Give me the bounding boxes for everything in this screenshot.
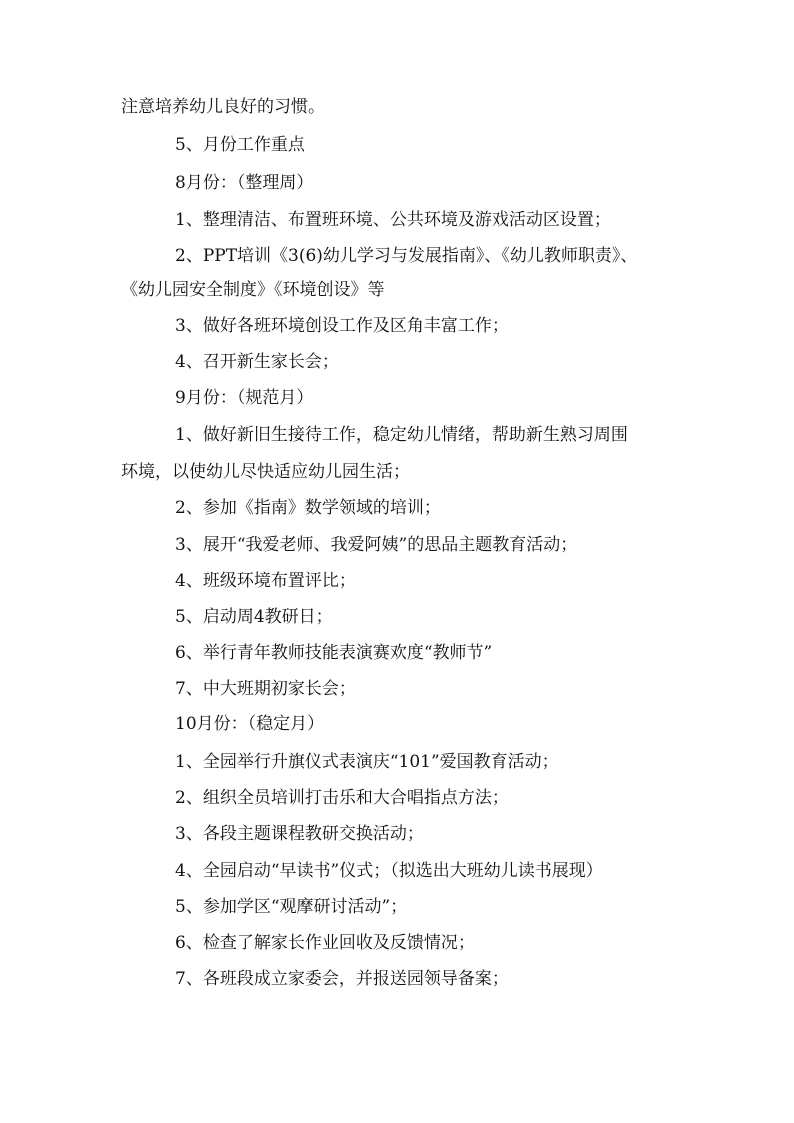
list-item: 2、组织全员培训打击乐和大合唱指点方法； [175,788,509,808]
list-item-continuation: 环境，以使幼儿尽快适应幼儿园生活； [121,462,410,482]
list-item: 3、展开“我爱老师、我爱阿姨”的思品主题教育活动； [175,535,578,555]
list-item: 1、整理清洁、布置班环境、公共环境及游戏活动区设置； [175,210,611,230]
list-item: 4、全园启动“早读书”仪式；（拟选出大班幼儿读书展现） [175,861,603,881]
month-heading: 10月份：（稳定月） [175,714,325,734]
month-heading: 8月份：（整理周） [175,173,314,193]
list-item: 4、班级环境布置评比； [175,571,356,591]
list-item: 7、中大班期初家长会； [175,679,356,699]
list-item: 4、召开新生家长会； [175,352,339,372]
list-item: 5、启动周4教研日； [175,607,333,627]
month-heading: 9月份：（规范月） [175,388,314,408]
list-item: 7、各班段成立家委会，并报送园领导备案； [175,969,509,989]
list-item: 1、做好新旧生接待工作，稳定幼儿情绪，帮助新生熟习周围 [175,425,628,445]
section-heading: 5、月份工作重点 [175,135,305,155]
list-item: 3、做好各班环境创设工作及区角丰富工作； [175,316,509,336]
list-item: 2、参加《指南》数学领域的培训； [175,498,441,518]
paragraph-continuation: 注意培养幼儿良好的习惯。 [121,97,325,117]
list-item: 6、举行青年教师技能表演赛欢度“教师节” [175,643,493,663]
list-item: 2、PPT培训《3(6)幼儿学习与发展指南》、《幼儿教师职责》、 [175,246,638,266]
list-item: 6、检查了解家长作业回收及反馈情况； [175,933,475,953]
list-item-continuation: 《幼儿园安全制度》《环境创设》等 [121,280,385,300]
list-item: 5、参加学区“观摩研讨活动”； [175,897,408,917]
list-item: 3、各段主题课程教研交换活动； [175,824,424,844]
list-item: 1、全园举行升旗仪式表演庆“101”爱国教育活动； [175,752,559,772]
